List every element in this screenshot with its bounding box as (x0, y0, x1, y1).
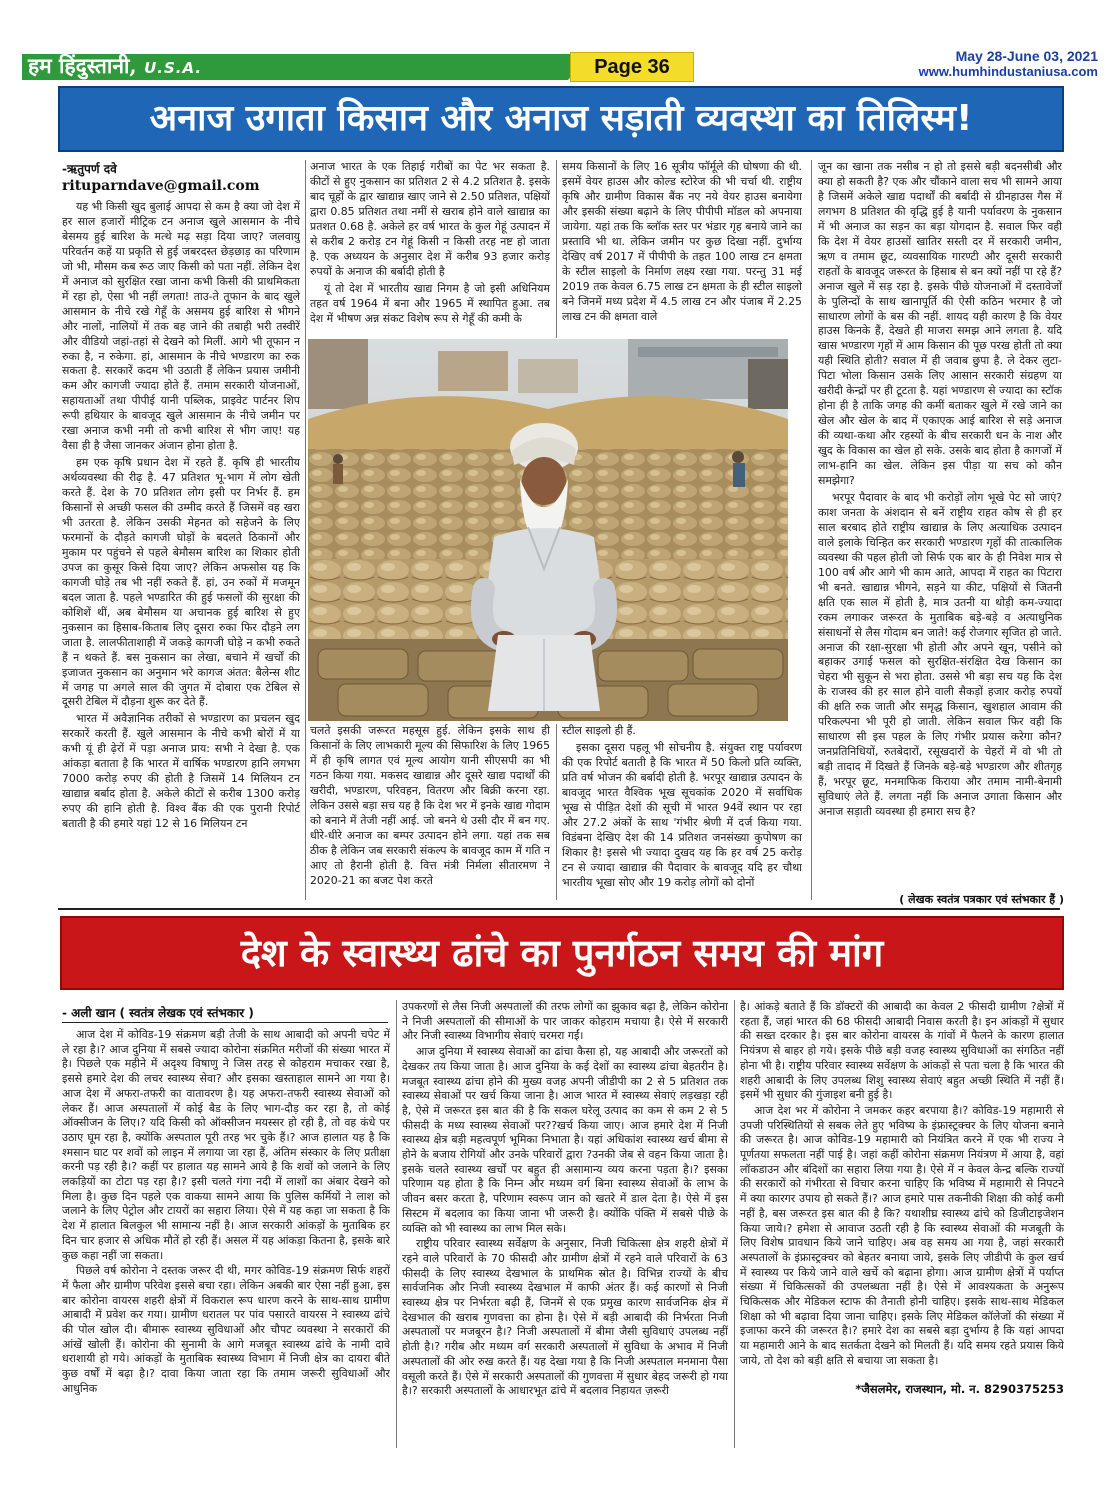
paragraph: यह भी किसी खुद बुलाई आपदा से कम है क्या जो देश में हर साल हजारों मीट्रिक टन अनाज खुले आसमान के नीचे बेसमय हुई बारिश के मत्थे मढ़ सड़ा दिया जाए? जलवायु परिवर्तन कहें या प्रकृति से हुई जबरदस्त छेड़छाड़ का परिणाम जो भी, मौसम कब रूठ जाए किसी को पता नहीं. लेकिन देश में अनाज को सुरक्षित रखा जाना कभी किसी की प्राथमिकता में रहा हो, ऐसा भी नहीं लगता! ताउ-ते तूफान के बाद खुले आसमान के नीचे रखे गेहूँ के असमय हुई बारिश से भीगने और नालों, नालियों में तक बह जाने की तबाही भरी तस्वीरें और वीडियो जहां-तहां से देखने को मिलीं. आगे भी तूफान न रुका है, न रुकेगा. हां, आसमान के नीचे भण्डारण का रुक सकता है. सरकारें कदम भी उठाती हैं लेकिन प्रयास जमीनी कम और कागजी ज्यादा होते हैं. तमाम सरकारी योजनाओं, सहायताओं तथा पीपीई यानी पब्लिक, प्राइवेट पार्टनर शिप रूपी हथियार के बावजूद खुले आसमान के नीचे जमीन पर रखा अनाज कभी नमी तो कभी बारिश से भीग जाए! यह वैसा ही है जैसा जानकर अंजान होना होता है. (62, 200, 300, 453)
newspaper-name: हम हिंदुस्तानी, (28, 53, 137, 78)
newspaper-region: U.S.A. (144, 59, 203, 77)
paragraph: इसका दूसरा पहलू भी सोचनीय है. संयुक्त राष्ट्र पर्यावरण की एक रिपोर्ट बताती है कि भारत में 50 किलो प्रति व्यक्ति, प्रति वर्ष भोजन की बर्बादी होती है. भरपूर खाद्यान्न उत्पादन के बावजूद भारत वैश्विक भूख सूचकांक 2020 में सर्वाधिक भूख से पीड़ित देशों की सूची में भारत 94वें स्थान पर रहा और 27.2 अंकों के साथ 'गंभीर श्रेणी में दर्ज किया गया. विडंबना देखिए देश की 14 प्रतिशत जनसंख्या कुपोषण का शिकार है! इससे भी ज्यादा दुखद यह कि हर वर्ष 25 करोड़ टन से ज्यादा खाद्यान्न की पैदावार के बावजूद यदि हर चौथा भारतीय भूखा सोए और 19 करोड़ लोगों को दोनों (562, 740, 802, 889)
article2-byline: - अली खान ( स्वतंत्र लेखक एवं स्तंभकार ) (62, 1006, 254, 1020)
paragraph: चलते इसकी जरूरत महसूस हुई. लेकिन इसके साथ ही किसानों के लिए लाभकारी मूल्य की सिफारिश के लिए 1965 में ही कृषि लागत एवं मूल्य आयोग यानी सीएसपी का भी गठन किया गया. मकसद खाद्यान्न और दूसरे खाद्य पदार्थों की खरीदी, भण्डारण, परिवहन, वितरण और बिक्री करना रहा. लेकिन उससे बड़ा सच यह है कि देश भर में इनके खाद्य गोदाम को बनाने में तेजी नहीं आई. जो बनने थे उसी दौर में बन गए. धीरे-धीरे अनाज का बम्पर उत्पादन होने लगा. यहां तक सब ठीक है लेकिन जब सरकारी संकल्प के बावजूद काम में गति न आए तो हैरानी होती है. वित्त मंत्री निर्मला सीतारमण ने 2020-21 का बजट पेश करते (310, 724, 550, 887)
paragraph: समय किसानों के लिए 16 सूत्रीय फॉर्मूले की घोषणा की थी. इसमें वेयर हाउस और कोल्ड स्टोरेज की भी चर्चा थी. राष्ट्रीय कृषि और ग्रामीण विकास बैंक नए नये वेयर हाउस बनायेगा और इसकी संख्या बढ़ाने के लिए पीपीपी मॉडल को अपनाया जायेगा. यहां तक कि ब्लॉक स्तर पर भंडार गृह बनाये जाने का प्रस्तावि भी था. लेकिन जमीन पर कुछ दिखा नहीं. दुर्भाग्य देखिए वर्ष 2017 में पीपीपी के तहत 100 लाख टन क्षमता के स्टील साइलो के निर्माण लक्ष्य रखा गया. परन्तु 31 मई 2019 तक केवल 6.75 लाख टन क्षमता के ही स्टील साइलो बने जिनमें मध्य प्रदेश में 4.5 लाख टन और पंजाब में 2.25 लाख टन की क्षमता वाले (562, 160, 802, 323)
column-divider (556, 724, 557, 900)
paragraph: राष्ट्रीय परिवार स्वास्थ्य सर्वेक्षण के अनुसार, निजी चिकित्सा क्षेत्र शहरी क्षेत्रों में रहने वाले परिवारों के 70 फीसदी और ग्रामीण क्षेत्रों में रहने वाले परिवारों के 63 फीसदी के लिए स्वास्थ्य देखभाल के प्राथमिक स्रोत है। विभिन्न राज्यों के बीच सार्वजनिक और निजी स्वास्थ्य देखभाल में काफी अंतर हैं। कई कारणों से निजी स्वास्थ्य क्षेत्र पर निर्भरता बढ़ी हैं, जिनमें से एक प्रमुख कारण सार्वजनिक क्षेत्र में देखभाल की खराब गुणवत्ता का होना है। ऐसे में बड़ी आबादी की निर्भरता निजी अस्पतालों पर मजबूरन है।? निजी अस्पतालों में बीमा जैसी सुविधाएं उपलब्ध नहीं होती है।? गरीब और मध्यम वर्ग सरकारी अस्पतालों में सुविधा के अभाव में निजी अस्पतालों की ओर रुख करते हैं। यह देखा गया है कि निजी अस्पताल मनमाना पैसा वसूली करते हैं। ऐसे में सरकारी अस्पतालों की गुणवत्ता में सुधार बेहद जरूरी हो गया है।? सरकारी अस्पतालों के आधारभूत ढांचे में बदलाव निहायत ज़रूरी (402, 1237, 728, 1398)
paragraph: भारत में अवैज्ञानिक तरीकों से भण्डारण का प्रचलन खुद सरकारें करती हैं. खुले आसमान के नीचे कभी बोरों में या कभी यूं ही ढ़ेरों में पड़ा अनाज प्राय: सभी ने देखा है. एक आंकड़ा बताता है कि भारत में वार्षिक भण्डारण हानि लगभग 7000 करोड़ रुपए की होती है जिसमें 14 मिलियन टन खाद्यान्न बर्बाद होता है. अकेले कीटों से करीब 1300 करोड़ रुपए की हानि होती है. विश्व बैंक की एक पुरानी रिपोर्ट बताती है की हमारे यहां 12 से 16 मिलियन टन (62, 712, 300, 831)
paragraph: आज दुनिया में स्वास्थ्य सेवाओं का ढांचा कैसा हो, यह आबादी और जरूरतों को देखकर तय किया जाता है। आज दुनिया के कई देशों का स्वास्थ्य ढांचा बेहतरीन है। मजबूत स्वास्थ्य ढांचा होने की मुख्य वजह अपनी जीडीपी का 2 से 5 प्रतिशत तक स्वास्थ्य सेवाओं पर खर्च किया जाना है। आज भारत में स्वास्थ्य सेवाएं लड़खड़ा रही है, ऐसे में जरूरत इस बात की है कि सकल घरेलू उत्पाद का कम से कम 2 से 5 फीसदी के मध्य स्वास्थ्य सेवाओं पर??खर्च किया जाए। आज हमारे देश में निजी स्वास्थ्य क्षेत्र बड़ी महत्वपूर्ण भूमिका निभाता है। यहां अधिकांश स्वास्थ्य खर्च बीमा से होने के बजाय रोगियों और उनके परिवारों द्वारा ?उनकी जेब से वहन किया जाता है। इसके चलते स्वास्थ्य खर्चों पर बहुत ही असामान्य व्यय करना पड़ता है।? इसका परिणाम यह होता है कि निम्न और मध्यम वर्ग बिना स्वास्थ्य सेवाओं के लाभ के जीवन बसर करता है, परिणाम स्वरूप जान को खतरे में डाल देता है। ऐसे में इस सिस्टम में बदलाव का किया जाना भी जरूरी है। क्योंकि पंक्ति में सबसे पीछे के व्यक्ति को भी स्वास्थ्य का लाभ मिल सके। (402, 1045, 728, 1235)
paragraph: पिछले वर्ष कोरोना ने दस्तक जरूर दी थी, मगर कोविड-19 संक्रमण सिर्फ शहरों में फैला और ग्रामीण परिवेश इससे बचा रहा। लेकिन अबकी बार ऐसा नहीं हुआ, इस बार कोरोना वायरस शहरी क्षेत्रों में विकराल रूप धारण करने के साथ-साथ ग्रामीण आबादी में प्रवेश कर गया। ग्रामीण धरातल पर पांव पसारते वायरस ने स्वास्थ्य ढांचे की पोल खोल दी। बीमारू स्वास्थ्य सुविधाओं और चौपट व्यवस्था ने सरकारों की आंखें खोली हैं। कोरोना की सुनामी के आगे मजबूत स्वास्थ्य ढांचे के नामी दावे धराशायी हो गये। आंकड़ों के मुताबिक स्वास्थ्य विभाग में निजी क्षेत्र का दायरा बीते कुछ वर्षों में बढ़ा है।? दावा किया जाता रहा कि तमाम जरूरी सुविधाओं और आधुनिक (62, 1264, 390, 1395)
article2-headline: देश के स्वास्थ्य ढांचे का पुनर्गठन समय की मांग (60, 916, 1064, 990)
paragraph: आज देश भर में कोरोना ने जमकर कहर बरपाया है।? कोविड-19 महामारी से उपजी परिस्थितियों से सबक लेते हुए भविष्य के इंफ्रास्ट्रक्चर के लिए योजना बनाने की जरूरत है। आज कोविड-19 महामारी को नियंत्रित करने में एक भी राज्य ने पूर्णतया सफलता नहीं पाई है। जहां कहीं कोरोना संक्रमण नियंत्रण में आया है, वहां लॉकडाउन और बंदिशों का सहारा लिया गया है। ऐसे में न केवल केन्द्र बल्कि राज्यों की सरकारों को गंभीरता से विचार करना चाहिए कि भविष्य में महामारी से निपटने में क्या कारगर उपाय हो सकते हैं।? आज हमारे पास तकनीकी शिक्षा की कोई कमी नहीं है, बस जरूरत इस बात की है कि? यथाशीघ्र स्वास्थ्य ढांचे को डिजीटाइजेशन किया जाये।? हमेशा से आवाज उठती रही है कि स्वास्थ्य सेवाओं की मजबूती के लिए विशेष प्रावधान किये जाने चाहिए। अब वह समय आ गया है, जहां सरकारी अस्पतालों के इंफ्रास्ट्रक्चर को बेहतर बनाया जाये, इसके लिए जीडीपी के कुल खर्च में स्वास्थ्य पर किये जाने वाले खर्चे को बढ़ाना होगा। आज ग्रामीण क्षेत्रों में पर्याप्त संख्या में चिकित्सकों की उपलब्धता नहीं है। ऐसे में आवश्यकता के अनुरूप चिकित्सक और मेडिकल स्टाफ की तैनाती होनी चाहिए। इसके साथ-साथ मेडिकल शिक्षा को भी बढ़ावा दिया जाना चाहिए। इसके लिए मेडिकल कॉलेजों की संख्या में इजाफा करने की जरूरत है।? हमारे देश का सबसे बड़ा दुर्भाग्य है कि यहां आपदा या महामारी आने के बाद सतर्कता देखने को मिलती हैं। यदि समय रहते प्रयास किये जाये, तो देश को बड़ी क्षति से बचाया जा सकता है। (740, 1103, 1064, 1367)
article2-signature: *जैसलमेर, राजस्थान, मो. न. 8290375253 (855, 1382, 1064, 1396)
column-divider (396, 1000, 397, 1448)
column-divider (556, 160, 557, 338)
article1-column-3-bottom (562, 724, 802, 900)
paragraph: स्टील साइलो ही हैं. (562, 724, 636, 737)
article1-column-2-bottom (310, 724, 550, 900)
paragraph: आज देश में कोविड-19 संक्रमण बड़ी तेजी के साथ आबादी को अपनी चपेट में ले रहा है।? आज दुनिया में सबसे ज्यादा कोरोना संक्रमित मरीजों की संख्या भारत में है। पिछले एक महीने में अदृश्य विषाणु ने जिस तरह से कोहराम मचाकर रखा है, इससे हमारे देश की लचर स्वास्थ्य सेवा? और इसका खस्ताहाल सामने आ गया है।आज देश में अफरा-तफरी का वातावरण है। यह अफरा-तफरी स्वास्थ्य सेवाओं को लेकर हैं। आज अस्पतालों में कोई बैड के लिए भाग-दौड़ कर रहा है, तो कोई ऑक्सीजन के लिए।? यदि किसी को ऑक्सीजन मयस्सर हो रही है, तो वह कंधे पर उठाए घूम रहा है, क्योंकि अस्पताल पूरी तरह भर चुके हैं।? आज हालात यह है कि श्मसान घाट पर शवों को लाइन में लगाया जा रहा हैं, अंतिम संस्कार के लिए प्रतीक्षा करनी पड़ रही है।? कहीं पर हालात यह सामने आये है कि शवों को जलाने के लिए लकड़ियों का टोटा पड़ रहा है।? इसी चलते गंगा नदी में लाशों का अंबार देखने को मिला है। कुछ दिन पहले एक वाकया सामने आया कि पुलिस कर्मियों ने लाश को जलाने के लिए पेट्रोल और टायरों का सहारा लिया। ऐसे में यह कहा जा सकता है कि देश में हालात बिलकुल भी सामान्य नहीं है। आज सरकारी आंकड़ों के मुताबिक हर दिन चार हजार से अधिक मौतें हो रही हैं। असल में यह आंकड़ा कितना है, इसके बारे कुछ कहा नहीं जा सकता। (62, 1028, 390, 1262)
masthead (22, 48, 1098, 80)
article1-headline: अनाज उगाता किसान और अनाज सड़ाती व्यवस्था का तिलिस्म! (58, 86, 1064, 152)
newspaper-title (28, 52, 202, 80)
article2-column-1 (62, 1028, 390, 1448)
column-divider (305, 160, 306, 900)
paragraph: जून का खाना तक नसीब न हो तो इससे बड़ी बदनसीबी और क्या हो सकती है? एक और चौंकाने वाला सच भी सामने आया है जिसमें अकेले खाद्य पदार्थों की बर्बादी से ग्रीनहाउस गैस में लगभग 8 प्रतिशत की वृद्धि हुई है यानी पर्यावरण के नुकसान में भी अनाज का सड़न का बड़ा योगदान है. सवाल फिर वही कि देश में वेयर हाउसों खातिर सस्ती दर में सरकारी जमीन, ऋण व तमाम छूट, व्यवसायिक गारण्टी और दूसरी सरकारी राहतों के बावजूद जरूरत के हिसाब से बन क्यों नहीं पा रहे हैं? अनाज खुले में सड़ रहा है. इसके पीछे योजनाओं में दस्तावेजों के पुलिन्दों के साथ खानापूर्ति की ऐसी कठिन भरमार है जो साधारण लोगों के बस की नहीं. शायद यही कारण है कि वेयर हाउस किनके हैं, देखते ही माजरा समझ आने लगता है. यदि खास भण्डारण गृहों में आम किसान की पूछ परख होती तो क्या यही स्थिति होती? सवाल में ही जवाब छुपा है. ले देकर लुटा-पिटा भोला किसान उसके लिए आसान सरकारी संग्रहण या खरीदी केन्द्रों पर ही टूटता है. यहां भण्डारण से ज्यादा का स्टॉक होना ही है ताकि जगह की कमीं बताकर खुले में रखे जाने का खेल और खेल के बाद में एकाएक आई बारिश से सड़े अनाज की व्यथा-कथा और रहस्यों के बीच सरकारी धन के नाश और खुद के विकास का खेल हो सके. उसके बाद होता है कागजों में लाभ-हानि का खेल. लेकिन इस पीड़ा या सच को कौन समझेगा? (818, 160, 1062, 488)
paragraph: अनाज भारत के एक तिहाई गरीबों का पेट भर सकता है. कीटों से हुए नुकसान का प्रतिशत 2 से 4.2 प्रतिशत है. इसके बाद चूहों के द्वार खाद्यान्न खाए जाने से 2.50 प्रतिशत, पक्षियों द्वारा 0.85 प्रतिशत तथा नमीं से खराब होने वाले खाद्यान्न का प्रतशत 0.68 है. अकेले हर वर्ष भारत के कुल गेहूं उत्पादन में से करीब 2 करोड़ टन गेहूं किसी न किसी तरह नष्ट हो जाता है. एक अध्ययन के अनुसार देश में करीब 93 हजार करोड़ रुपयों के अनाज की बर्बादी होती है (310, 160, 550, 278)
article2-column-3 (740, 1000, 1064, 1380)
farmer-photo (308, 339, 788, 721)
article1-author: -ऋतुपर्ण दवे (62, 162, 117, 176)
paragraph: भरपूर पैदावार के बाद भी करोड़ों लोग भूखे पेट सो जाएं? काश जनता के अंशदान से बनें राष्ट्रीय राहत कोष से ही हर साल बरबाद होते राष्ट्रीय खाद्यान्न के लिए अत्याधिक उत्पादन वाले इलाके चिन्हित कर सरकारी भण्डारण गृहों की तात्कालिक व्यवस्था की पहल होती जो सिर्फ एक बार के ही निवेश मात्र से 100 वर्ष और आगे भी काम आते, आपदा में राहत का पिटारा भी बनते. खाद्यान्न भीगने, सड़ने या कीट, पक्षियों से जितनी क्षति एक साल में होती है, मात्र उतनी या थोड़ी कम-ज्यादा रकम लगाकर जरूरत के मुताबिक बड़े-बड़े व अत्याधुनिक संसाधनों से लैस गोदाम बन जाते! कई रोजगार सृजित हो जाते. अनाज की रक्षा-सुरक्षा भी होती और अपने खून, पसीने को बहाकर उगाई फसल को सुरक्षित-संरक्षित देख किसान का चेहरा भी सुकून से भरा होता. उससे भी बड़ा सच यह कि देश के राजस्व की हर साल होने वाली सैकड़ों हजार करोड़ रुपयों की क्षति रुक जाती और समृद्ध किसान, खुशहाल आवाम की परिकल्पना भी पूरी हो जाती. लेकिन सवाल फिर वही कि साधारण सी इस पहल के लिए गंभीर प्रयास करेगा कौन? जनप्रतिनिधियों, रुतबेदारों, रसूखदारों के चेहरों में वो भी तो बड़ी तादाद में दिखते हैं जिनके बड़े-बड़े भण्डारण और शीतगृह हैं, भरपूर छूट, मनमाफिक किराया और तमाम नामी-बेनामी सुविधाएं लेते हैं. लगता नहीं कि अनाज उगाता किसान और अनाज सड़ाती व्यवस्था ही हमारा सच है? (818, 490, 1062, 818)
paragraph: उपकरणों से लैस निजी अस्पतालों की तरफ लोगों का झुकाव बढ़ा है, लेकिन कोरोना ने निजी अस्पतालों की सीमाओं के पार जाकर कोहराम मचाया है। ऐसे में सरकारी और निजी स्वास्थ्य विभागीय सेवाएं चरमरा गईं। (402, 1000, 728, 1043)
column-divider (734, 1000, 735, 1448)
paragraph: है। आंकड़े बताते हैं कि डॉक्टरों की आबादी का केवल 2 फीसदी ग्रामीण ?क्षेत्रों में रहता हैं, जहां भारत की 68 फीसदी आबादी निवास करती है। इन आंकड़ों में सुधार की सख्त दरकार है। इस बार कोरोना वायरस के गांवों में फैलने के कारण हालात नियंत्रण से बाहर हो गये। इसके पीछे बड़ी वजह स्वास्थ्य सुविधाओं का संगठित नहीं होना भी है। राष्ट्रीय परिवार स्वास्थ्य सर्वेक्षण के आंकड़ों से पता चला है कि भारत की शहरी आबादी के लिए उपलब्ध शिशु स्वास्थ्य सेवाएं बहुत अच्छी स्थिति में नहीं हैं। इसमें भी सुधार की गुंजाइश बनी हुई है। (740, 1000, 1064, 1102)
article1-column-1 (62, 200, 300, 900)
byline-underline (62, 1022, 388, 1023)
farmer-with-grain-sacks-image (308, 339, 788, 721)
column-divider (811, 160, 812, 900)
paragraph: यूं तो देश में भारतीय खाद्य निगम है जो इसी अधिनियम तहत वर्ष 1964 में बना और 1965 में स्थापित हुआ. तब देश में भीषण अन्न संकट विशेष रूप से गेहूँ की कमी के (310, 281, 550, 325)
article2-column-2 (402, 1000, 728, 1448)
article1-column-2-top (310, 160, 550, 340)
page-number: Page 36 (570, 52, 694, 82)
article1-author-credit: ( लेखक स्वतंत्र पत्रकार एवं स्तंभकार हैं ) (899, 893, 1064, 906)
article1-column-4 (818, 160, 1062, 888)
website-link[interactable]: www.humhindustaniusa.com (918, 64, 1098, 79)
article1-email[interactable]: rituparndave@gmail.com (62, 178, 260, 194)
paragraph: हम एक कृषि प्रधान देश में रहते हैं. कृषि ही भारतीय अर्थव्यवस्था की रीढ़ है. 47 प्रतिशत भू-भाग में लोग खेती करते हैं. देश के 70 प्रतिशत लोग इसी पर निर्भर हैं. हम किसानों से अच्छी फसल की उम्मीद करते हैं जिसमें वह खरा भी उतरता है. लेकिन उसकी मेहनत को सहेजने के लिए फरमानों के दौड़ते कागजी घोड़ों के बदलते ठिकानों और मुकाम पर पहुंचने से पहले बेमौसम बारिश का शिकार होती उपज का कुसूर किसे दिया जाए? लेकिन अफसोस यह कि कागजी घोड़े तब भी नहीं रुकते हैं. हां, उन रुकों में मजमून बदल जाता है. पहले भण्डारित की हुई फसलों की सुरक्षा की कोशिशें थीं, अब बेमौसम या अचानक हुई बारिश से हुए नुकसान का हिसाब-किताब लिए दूसरा रुका फिर दौड़ने लग जाता है. लालफीताशाही में जकड़े कागजी घोड़े न कभी रुकते हैं न थकते हैं. बस नुकसान का लेखा, बचाने में खर्चों की इजाजत नुकसान का अनुमान भरे कागज अंतत: बैलेन्स शीट में जगह पा अगले साल की जुगत में दोबारा एक टेबिल से दूसरी टेबिल में दौड़ना शुरू कर देते हैं. (62, 456, 300, 709)
section-separator (58, 908, 1060, 910)
issue-date: May 28-June 03, 2021 (955, 48, 1098, 64)
article1-column-3-top (562, 160, 802, 340)
